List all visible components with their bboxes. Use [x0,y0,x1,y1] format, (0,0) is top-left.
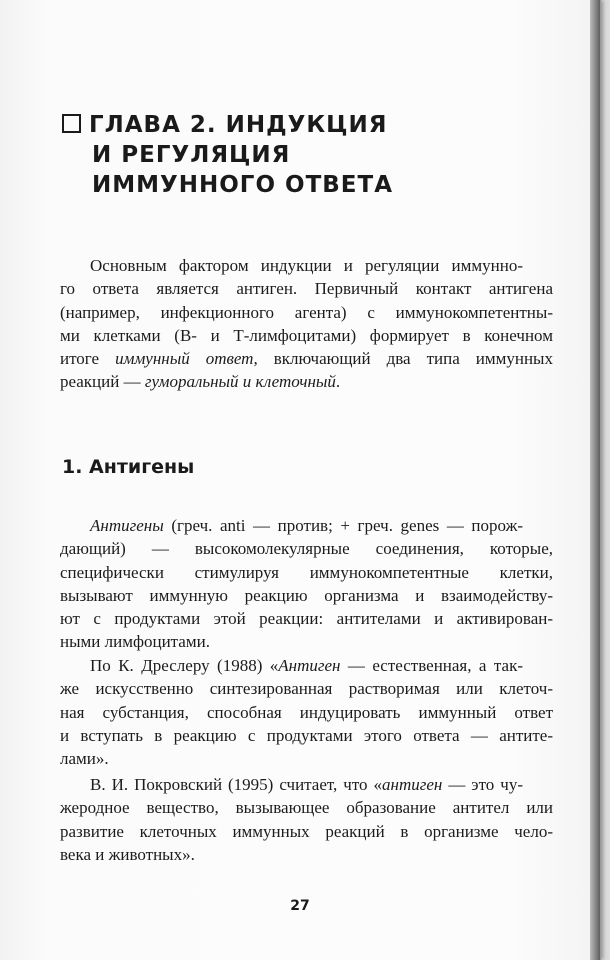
text-line-content: Основным фактором индукции и регуляции иммунно- [90,256,523,275]
text-line [60,537,553,560]
text-line-content: века и животных». [60,844,195,864]
chapter-title-text-1: ГЛАВА 2. ИНДУКЦИЯ [89,112,388,138]
italic-term: гуморальный и клеточный [144,372,336,392]
page-number: 27 [290,898,310,914]
text-line-content [90,773,523,796]
chapter-title-line-3: ИММУННОГО ОТВЕТА [92,172,393,198]
italic-term: Антигены [90,516,164,535]
text-run: , включающий два типа иммунных [253,349,553,369]
italic-term: Антиген [278,656,341,675]
text-run: — это чу- [442,775,523,794]
text-line-content: развитие клеточных иммунных реакций в организме чело- [60,821,553,841]
chapter-title-line-1 [62,110,482,140]
section-heading: 1. Антигены [62,456,195,478]
text-line-content: жеродное вещество, вызывающее образование антител или [60,798,553,818]
text-run: . [335,372,341,392]
text-line [60,584,553,607]
chapter-title [62,110,482,200]
square-bullet-icon [62,114,81,133]
text-line [60,561,553,584]
text-line [60,654,553,677]
text-line-content: специфически стимулируя иммунокомпетентные клетки, [60,562,553,582]
text-line-content: ми клетками (В- и Т-лимфоцитами) формирует в конечном [60,325,553,345]
text-line-content: лами». [60,749,109,769]
text-line [60,773,553,796]
text-run: По К. Дреслеру (1988) « [90,656,279,675]
text-line [60,254,553,277]
text-line-content: вызывают иммунную реакцию организма и взаимодейству- [60,585,553,605]
italic-term: антиген [382,775,443,794]
text-line [60,724,553,747]
text-line [60,607,553,630]
definition-paragraph [60,514,553,654]
text-line [60,301,553,324]
page-edge-shadow [590,0,600,960]
pokrovsky-quote-paragraph [60,773,553,866]
text-line-content: (например, инфекционного агента) с иммунокомпетентны- [60,302,553,322]
text-run: (греч. anti — против; + греч. genes — порож- [163,516,523,535]
text-line [60,370,553,393]
text-line-content [60,370,553,393]
text-line [60,796,553,819]
text-line [60,701,553,724]
text-line [60,514,553,537]
dresler-quote-paragraph [60,654,553,770]
text-run: — естественная, а так- [340,656,523,675]
text-line [60,677,553,700]
text-line [60,324,553,347]
text-line-content: и вступать в реакцию с продуктами этого ответа — антите- [60,725,553,745]
text-line [60,347,553,370]
text-line [60,820,553,843]
text-line-content [60,347,553,370]
text-line-content: ная субстанция, способная индуцировать иммунный ответ [60,702,553,722]
italic-term: иммунный ответ [115,349,254,369]
text-line [60,843,553,866]
text-line [60,277,553,300]
text-run: итоге [60,349,116,369]
text-line-content: ными лимфоцитами. [60,632,210,652]
text-line [60,747,553,770]
text-line-content: дающий) — высокомолекулярные соединения, которые, [60,539,553,559]
text-line-content: ют с продуктами этой реакции: антителами и активирован- [60,609,553,629]
text-line-content: го ответа является антиген. Первичный контакт антигена [60,279,553,299]
text-run: реакций — [60,372,145,392]
text-line-content: же искусственно синтезированная растворимая или клеточ- [60,679,553,699]
text-line-content [90,654,523,677]
text-line [60,630,553,653]
text-run: В. И. Покровский (1995) считает, что « [90,775,383,794]
intro-paragraph [60,254,553,394]
text-line-content [90,514,523,537]
chapter-title-line-2: И РЕГУЛЯЦИЯ [92,142,291,168]
